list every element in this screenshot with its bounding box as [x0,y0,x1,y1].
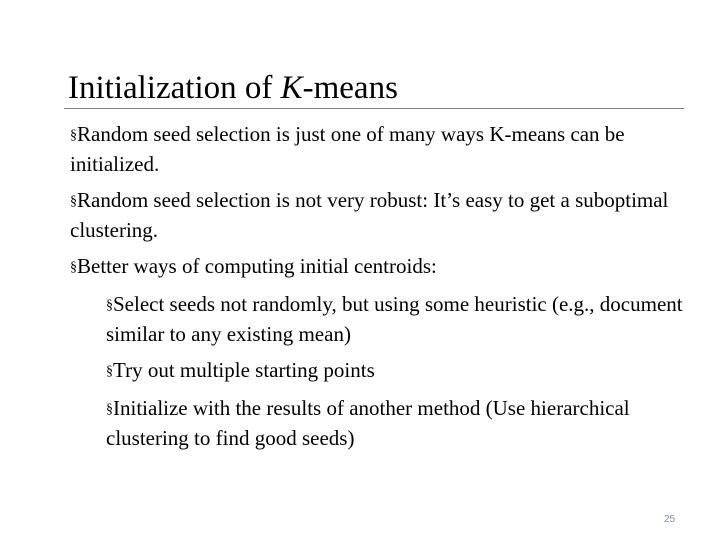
bullet-text: Better ways of computing initial centroids: [77,254,437,278]
bullet-icon: § [70,194,77,209]
bullet-icon: § [106,364,113,379]
page-number: 25 [664,514,676,525]
sub-bullet-item [106,356,690,386]
slide-body [70,120,690,460]
sub-bullet-item [106,394,690,452]
title-suffix: -means [302,70,398,106]
bullet-icon: § [70,260,77,275]
title-prefix: Initialization of [68,70,281,106]
bullet-icon: § [106,402,113,417]
bullet-text: Random seed selection is just one of many ways K-means can be initialized. [70,122,625,176]
bullet-icon: § [70,128,77,143]
sub-bullet-item [106,290,690,348]
sub-bullet-text: Try out multiple starting points [113,358,375,382]
sub-bullet-text: Select seeds not randomly, but using some heuristic (e.g., document similar to any existing mean) [106,292,683,346]
title-emphasis: K [280,70,303,106]
bullet-icon: § [106,298,113,313]
sub-bullet-text: Initialize with the results of another method (Use hierarchical clustering to find good seeds) [106,396,630,450]
bullet-item [70,120,690,178]
title-divider [64,108,684,109]
bullet-item [70,186,690,244]
bullet-item [70,252,690,282]
bullet-text: Random seed selection is not very robust: It’s easy to get a suboptimal clustering. [70,188,669,242]
slide-title [68,66,398,110]
